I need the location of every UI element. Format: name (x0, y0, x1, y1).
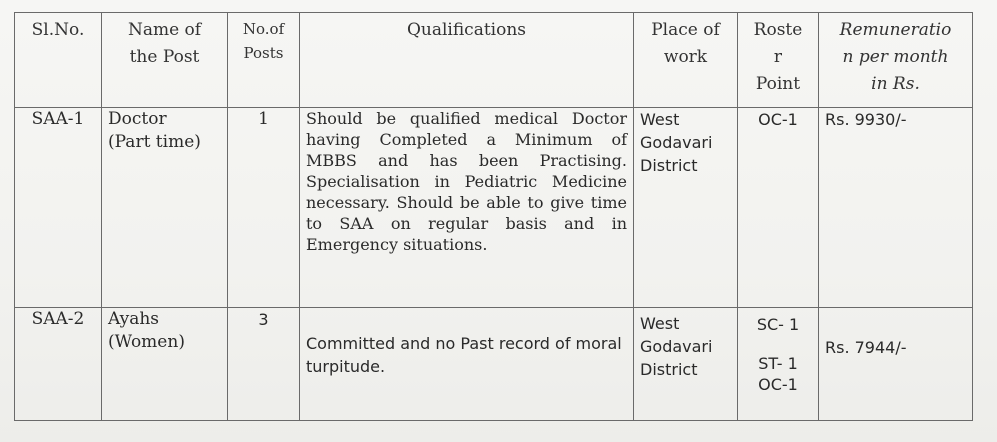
roster-value: ST- 1 (758, 354, 798, 373)
header-place-line: work (663, 47, 708, 67)
header-place-line: Place of (651, 20, 720, 40)
post-name-line: (Part time) (108, 132, 201, 152)
place-line: District (640, 156, 698, 175)
cell-name-of-post (102, 108, 228, 308)
table-row (15, 308, 973, 421)
remuneration-value: Rs. 7944/- (825, 338, 907, 357)
cell-remuneration (819, 308, 973, 421)
header-place-of-work (634, 13, 738, 108)
header-qualifications (300, 13, 634, 108)
cell-sl-no (15, 108, 102, 308)
post-name-line: (Women) (108, 332, 185, 352)
header-remuneration-line: n per month (842, 47, 949, 67)
table-row (15, 108, 973, 308)
header-remuneration-line: in Rs. (871, 74, 920, 94)
header-remuneration-line: Remuneratio (839, 20, 952, 40)
post-name-line: Ayahs (108, 309, 159, 329)
cell-sl-no (15, 308, 102, 421)
sl-no-text: SAA-1 (31, 109, 85, 129)
header-posts-line: No.of (242, 20, 285, 38)
cell-roster-point (738, 308, 819, 421)
sl-no-text: SAA-2 (31, 309, 85, 329)
header-roster-line: r (773, 47, 783, 67)
header-qualifications-text: Qualifications (406, 20, 527, 40)
header-sl-no (15, 13, 102, 108)
qualifications-text: Should be qualified medical Doctor having Completed a Minimum of MBBS and has been Practising. Specialisation in Pediatric Medicine necessary. Should be able to give time to SAA on regular basis and in Emergency situations. (306, 109, 627, 254)
posts-count: 1 (258, 109, 269, 129)
cell-no-of-posts (228, 308, 300, 421)
cell-place-of-work (634, 108, 738, 308)
place-line: District (640, 360, 698, 379)
roster-spacer (744, 335, 812, 353)
header-roster-line: Roste (753, 20, 803, 40)
header-roster-point (738, 13, 819, 108)
header-sl-no-text: Sl.No. (31, 20, 85, 40)
roster-value: OC-1 (758, 110, 798, 129)
remuneration-value: Rs. 9930/- (825, 110, 907, 129)
post-name-line: Doctor (108, 109, 167, 129)
roster-value: SC- 1 (756, 315, 800, 334)
place-line: West (640, 314, 680, 333)
cell-no-of-posts (228, 108, 300, 308)
header-name-of-post (102, 13, 228, 108)
posts-count: 3 (258, 310, 269, 329)
cell-qualifications (300, 308, 634, 421)
place-line: Godavari (640, 133, 713, 152)
header-posts-line: Posts (243, 44, 284, 62)
header-name-line: the Post (129, 47, 200, 67)
cell-remuneration (819, 108, 973, 308)
header-roster-line: Point (755, 74, 801, 94)
cell-qualifications (300, 108, 634, 308)
header-name-line: Name of (127, 20, 202, 40)
cell-name-of-post (102, 308, 228, 421)
posts-table (14, 12, 973, 421)
roster-value: OC-1 (758, 375, 798, 394)
header-row (15, 13, 973, 108)
qualifications-text: Committed and no Past record of moral turpitude. (306, 334, 622, 376)
place-line: Godavari (640, 337, 713, 356)
cell-roster-point (738, 108, 819, 308)
place-line: West (640, 110, 680, 129)
header-no-of-posts (228, 13, 300, 108)
cell-place-of-work (634, 308, 738, 421)
header-remuneration (819, 13, 973, 108)
